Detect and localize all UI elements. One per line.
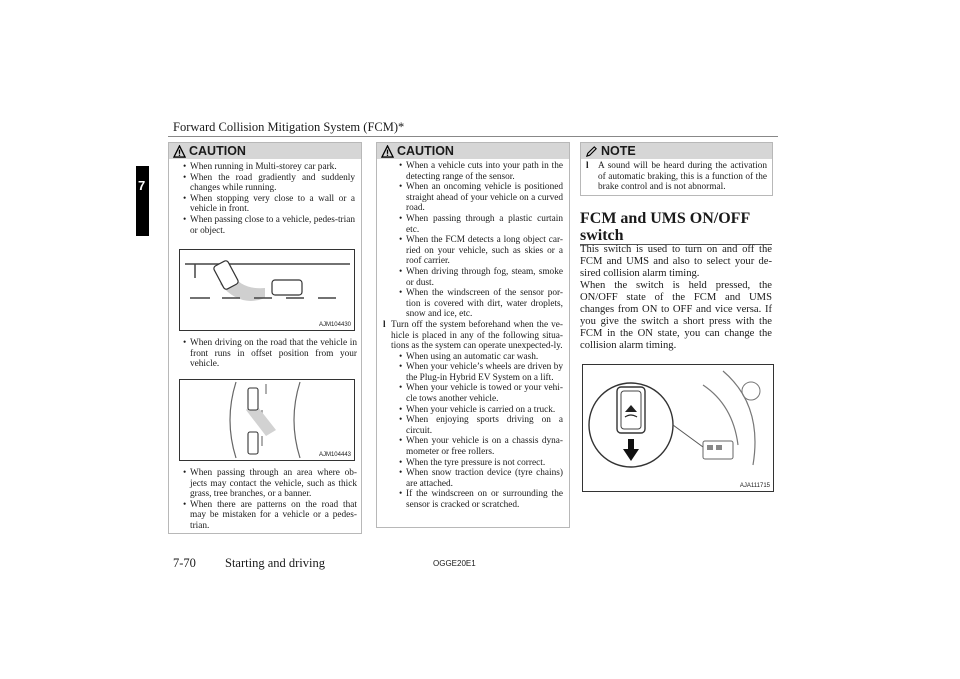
list-item: • When snow traction device (tyre chains) are attached. xyxy=(399,468,563,489)
warning-triangle-icon xyxy=(381,145,394,158)
chapter-tab xyxy=(136,166,149,236)
footer-section-name: Starting and driving xyxy=(225,556,325,570)
list-item: • When stopping very close to a wall or a vehicle in front. xyxy=(183,193,355,215)
list-item-text: When passing through a plastic curtain etc. xyxy=(406,213,563,235)
list-item-text: When running in Multi-storey car park. xyxy=(190,162,337,172)
warning-triangle-icon xyxy=(173,145,186,158)
list-item: • When passing through a plastic curtain etc. xyxy=(399,213,563,235)
list-item-text: When there are patterns on the road that may be mistaken for a vehicle or a pedes-trian. xyxy=(190,499,357,531)
header-rule xyxy=(168,136,778,137)
list-item: • When your vehicle’s wheels are driven by the Plug-in Hybrid EV System on a lift. xyxy=(399,362,563,383)
caution-heading xyxy=(169,143,361,159)
list-item: • When an oncoming vehicle is positioned straight ahead of your vehicle on a curved road. xyxy=(399,182,563,214)
figure-code: AJM104443 xyxy=(318,452,351,458)
list-item: • When your vehicle is towed or your vehi-cle tows another vehicle. xyxy=(399,383,563,405)
list-item: • When using an automatic car wash. xyxy=(399,351,539,362)
caution-box-1 xyxy=(168,142,362,534)
list-item-text: When enjoying sports driving on a circuit. xyxy=(406,415,563,436)
figure-code: AJA111715 xyxy=(739,483,770,489)
list-item: • When driving on the road that the vehicle in front runs in offset position from your vehicle. xyxy=(183,338,357,370)
caution-box-2 xyxy=(376,142,570,528)
list-item-text: When the road gradiently and suddenly changes while running. xyxy=(190,172,355,194)
list-item-text: If the windscreen on or surrounding the sensor is cracked or scratched. xyxy=(406,489,563,510)
list-item: • When passing close to a vehicle, pedes-trian or object. xyxy=(183,214,355,236)
fcm-switch-figure xyxy=(582,364,774,492)
document-code: OGGE20E1 xyxy=(433,559,476,568)
caution-heading-label: CAUTION xyxy=(189,144,246,158)
list-item-text: When a vehicle cuts into your path in the detecting range of the sensor. xyxy=(406,161,563,182)
note-item-text: A sound will be heard during the activation of automatic braking, this is a function of the brake control and is not abnormal. xyxy=(598,161,767,193)
caution-heading xyxy=(377,143,569,159)
list-item: • When running in Multi-storey car park. xyxy=(183,162,337,172)
list-item: • When a vehicle cuts into your path in the detecting range of the sensor. xyxy=(399,161,563,182)
list-item-text: When an oncoming vehicle is positioned straight ahead of your vehicle on a curved road. xyxy=(406,182,563,214)
list-item: • When driving through fog, steam, smoke or dust. xyxy=(399,266,563,288)
list-item-text: When your vehicle is on a chassis dyna-mometer or free rollers. xyxy=(406,436,563,458)
page-header-title: Forward Collision Mitigation System (FCM)* xyxy=(173,120,405,134)
body-paragraph: When the switch is held pressed, the ON/OFF state of the FCM and UMS changes from ON to OFF and vice versa. If you give the switch a short press with the FCM in the ON state, you can change the collision alarm timing. xyxy=(580,280,772,351)
list-item: • When your vehicle is on a chassis dyna-mometer or free rollers. xyxy=(399,436,563,458)
list-item-text: When passing close to a vehicle, pedes-trian or object. xyxy=(190,214,355,236)
note-heading-label: NOTE xyxy=(601,144,636,158)
list-item: • When your vehicle is carried on a truck. xyxy=(399,404,556,415)
list-item-text: When driving on the road that the vehicle in front runs in offset position from your vehicle. xyxy=(190,338,357,370)
car-turning-illustration xyxy=(180,250,354,330)
list-item-text: When passing through an area where ob-jects may contact the vehicle, such as thick grass, tree branches, or a banner. xyxy=(190,468,357,500)
list-item: • When the tyre pressure is not correct. xyxy=(399,457,546,468)
figure-code: AJM104430 xyxy=(318,322,351,328)
note-box xyxy=(580,142,773,196)
caution-heading-label: CAUTION xyxy=(397,144,454,158)
dashboard-switch-illustration xyxy=(583,365,773,491)
main-list-item-text: Turn off the system beforehand when the ve-hicle is placed in any of the following situa-tions as the system can operate unexpected-ly. xyxy=(391,319,563,352)
list-item-text: When the tyre pressure is not correct. xyxy=(406,457,546,468)
note-pencil-icon xyxy=(585,145,598,158)
note-heading xyxy=(581,143,772,159)
list-item: • If the windscreen on or surrounding the sensor is cracked or scratched. xyxy=(399,489,563,510)
section-body xyxy=(580,244,772,352)
body-paragraph: This switch is used to turn on and off the FCM and UMS and also to select your de-sired collision alarm timing. xyxy=(580,244,772,279)
section-title: FCM and UMS ON/OFF switch xyxy=(580,210,750,244)
list-item: • When enjoying sports driving on a circuit. xyxy=(399,415,563,436)
list-item-text: When stopping very close to a wall or a vehicle in front. xyxy=(190,193,355,215)
list-item-text: When snow traction device (tyre chains) are attached. xyxy=(406,468,563,489)
parking-garage-figure xyxy=(179,249,355,331)
list-item-text: When the FCM detects a long object car-ried on your vehicle, such as skies or a roof carrier. xyxy=(406,235,563,267)
list-item: • When there are patterns on the road that may be mistaken for a vehicle or a pedes-trian. xyxy=(183,499,357,531)
offset-cars-illustration xyxy=(180,380,354,460)
main-list-item: l Turn off the system beforehand when the ve-hicle is placed in any of the following situa-tions as the system can operate unexpected-ly. xyxy=(383,319,563,352)
offset-vehicle-figure xyxy=(179,379,355,461)
chapter-tab-number: 7 xyxy=(138,178,146,193)
list-item: • When the windscreen of the sensor por-tion is covered with dirt, water droplets, snow and ice, etc. xyxy=(399,288,563,320)
list-item-text: When your vehicle is carried on a truck. xyxy=(406,404,556,415)
list-item-text: When your vehicle is towed or your vehi-cle tows another vehicle. xyxy=(406,383,563,405)
note-item: l A sound will be heard during the activation of automatic braking, this is a function of the brake control and is not abnormal. xyxy=(586,161,767,193)
page-number: 7-70 xyxy=(173,556,196,570)
list-item: • When passing through an area where ob-jects may contact the vehicle, such as thick grass, tree branches, or a banner. xyxy=(183,468,357,500)
list-item-text: When your vehicle’s wheels are driven by the Plug-in Hybrid EV System on a lift. xyxy=(406,362,563,383)
list-item: • When the road gradiently and suddenly changes while running. xyxy=(183,172,355,194)
list-item-text: When using an automatic car wash. xyxy=(406,351,539,362)
list-item-text: When the windscreen of the sensor por-tion is covered with dirt, water droplets, snow and ice, etc. xyxy=(406,288,563,320)
list-item-text: When driving through fog, steam, smoke or dust. xyxy=(406,266,563,288)
list-item: • When the FCM detects a long object car-ried on your vehicle, such as skies or a roof carrier. xyxy=(399,235,563,267)
